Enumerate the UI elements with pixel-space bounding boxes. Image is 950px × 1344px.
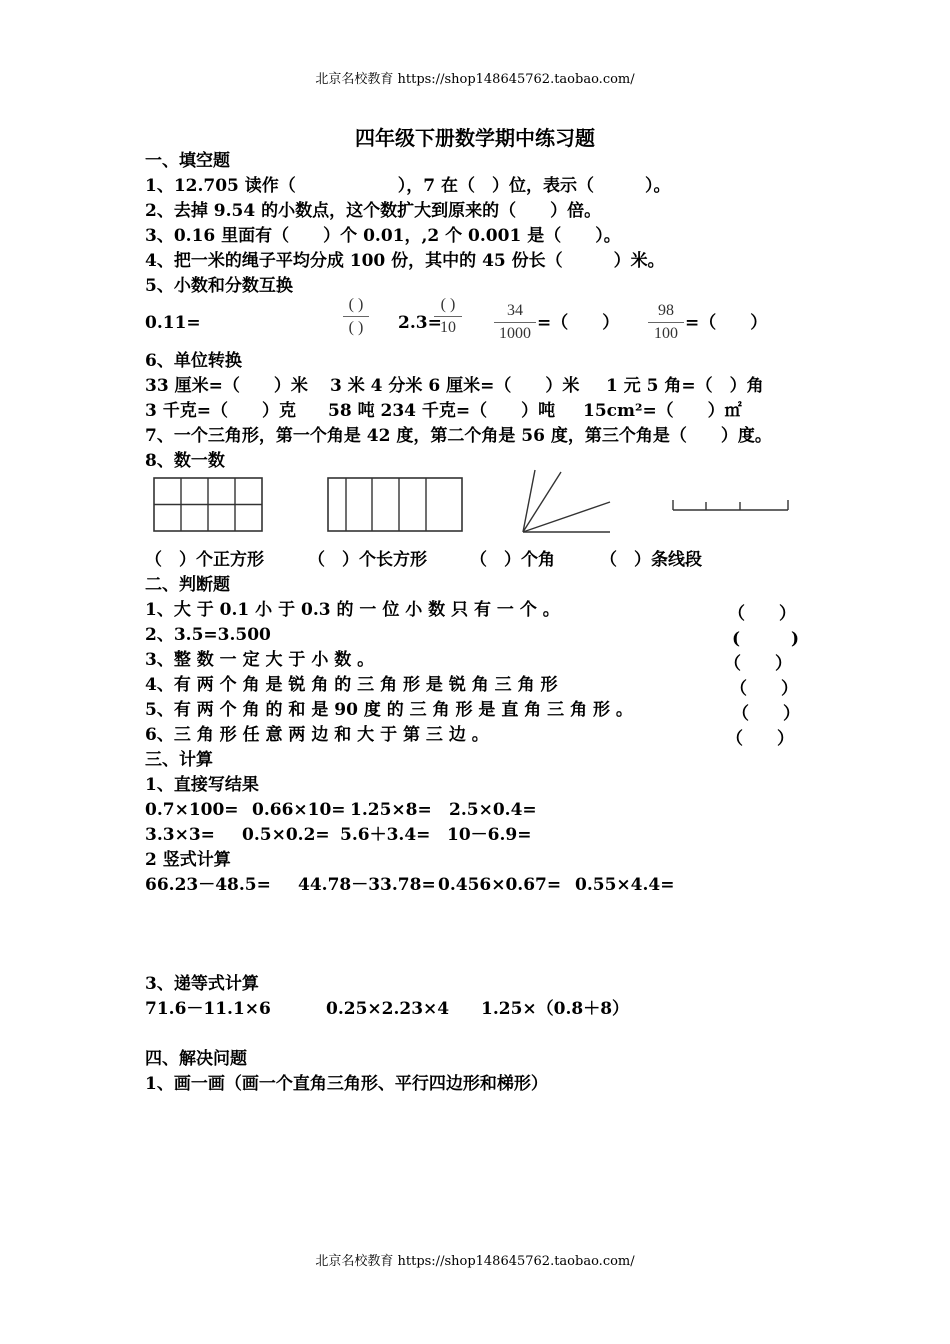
calc-expr: 5.6＋3.4= (340, 825, 431, 845)
section-3-heading: 三、计算 (145, 750, 213, 770)
fraction-numerator: 98 (658, 302, 674, 319)
step-calc-expr: 0.25×2.23×4 (326, 999, 450, 1019)
fraction-denominator: 10 (440, 319, 456, 336)
fraction-denominator: 1000 (499, 325, 531, 342)
vertical-calc-expr: 0.55×4.4= (575, 875, 675, 895)
fraction-numerator: ( ) (440, 296, 456, 313)
vertical-calc-expr: 44.78－33.78= (298, 875, 436, 895)
section-2-heading: 二、判断题 (145, 575, 230, 595)
line-segments-figure (670, 496, 792, 516)
fraction-numerator: ( ) (348, 296, 364, 313)
page-title: 四年级下册数学期中练习题 (355, 126, 595, 150)
q6-conv-1: 33 厘米=（ ）米 (145, 376, 308, 396)
calc-sub-3: 3、递等式计算 (145, 974, 259, 994)
question-1-8: 8、数一数 (145, 451, 225, 471)
fraction-bar (434, 316, 462, 317)
judge-answer-5: （ ） (732, 704, 800, 724)
judge-answer-3: （ ） (724, 654, 792, 674)
rectangles-figure (326, 476, 466, 534)
q5-expr-b: 2.3= (398, 313, 442, 333)
q6-conv-3: 1 元 5 角=（ ）角 (606, 376, 764, 396)
calc-sub-2: 2 竖式计算 (145, 850, 231, 870)
judge-item-3: 3、整 数 一 定 大 于 小 数 。 (145, 650, 375, 670)
judge-item-1: 1、大 于 0.1 小 于 0.3 的 一 位 小 数 只 有 一 个 。 (145, 600, 560, 620)
calc-expr: 0.7×100= (145, 800, 239, 820)
q5-expr-a: 0.11= (145, 313, 201, 333)
step-calc-expr: 71.6－11.1×6 (145, 999, 271, 1019)
judge-answer-4: （ ） (730, 679, 798, 699)
fraction-denominator: ( ) (348, 319, 364, 336)
q5-fraction-3 (494, 301, 536, 344)
judge-item-6: 6、三 角 形 任 意 两 边 和 大 于 第 三 边 。 (145, 725, 489, 745)
question-1-1: 1、12.705 读作（ ），7 在（ ）位，表示（ ）。 (145, 176, 671, 196)
section-1-heading: 一、填空题 (145, 151, 230, 171)
judge-item-2: 2、3.5=3.500 (145, 625, 271, 645)
calc-expr: 0.5×0.2= (242, 825, 330, 845)
q8-answer-segments: （ ）条线段 (600, 550, 702, 570)
fraction-numerator: 34 (507, 302, 523, 319)
grid-squares-figure (152, 476, 264, 534)
q6-conv-4: 3 千克=（ ）克 (145, 401, 296, 421)
q5-fraction-4 (648, 301, 684, 344)
vertical-calc-expr: 0.456×0.67= (438, 875, 562, 895)
judge-item-5: 5、有 两 个 角 的 和 是 90 度 的 三 角 形 是 直 角 三 角 形 。 (145, 700, 633, 720)
question-1-2: 2、去掉 9.54 的小数点，这个数扩大到原来的（ ）倍。 (145, 201, 602, 221)
judge-answer-6: （ ） (726, 729, 794, 749)
fraction-bar (343, 316, 369, 317)
q6-conv-2: 3 米 4 分米 6 厘米=（ ）米 (330, 376, 580, 396)
q8-answer-angles: （ ）个角 (470, 550, 555, 570)
judge-item-4: 4、有 两 个 角 是 锐 角 的 三 角 形 是 锐 角 三 角 形 (145, 675, 558, 695)
calc-expr: 3.3×3= (145, 825, 215, 845)
angles-figure (517, 466, 613, 536)
calc-expr: 10－6.9= (447, 825, 532, 845)
q5-fraction-2 (434, 295, 462, 338)
judge-answer-2: ( ) (732, 629, 800, 649)
question-1-6: 6、单位转换 (145, 351, 242, 371)
calc-expr: 2.5×0.4= (449, 800, 537, 820)
q6-conv-5: 58 吨 234 千克=（ ）吨 (328, 401, 556, 421)
calc-expr: 0.66×10= (252, 800, 346, 820)
question-1-3: 3、0.16 里面有（ ）个 0.01，,2 个 0.001 是（ ）。 (145, 226, 621, 246)
fraction-denominator: 100 (654, 325, 678, 342)
q6-conv-6: 15cm²=（ ）㎡ (583, 401, 742, 421)
question-1-4: 4、把一米的绳子平均分成 100 份，其中的 45 份长（ ）米。 (145, 251, 665, 271)
vertical-calc-expr: 66.23－48.5= (145, 875, 271, 895)
q5-expr-c: =（ ） (537, 313, 620, 333)
question-1-5: 5、小数和分数互换 (145, 276, 293, 296)
q8-answer-squares: （ ）个正方形 (145, 550, 264, 570)
section-4-heading: 四、解决问题 (145, 1049, 247, 1069)
fraction-bar (648, 322, 684, 323)
step-calc-expr: 1.25×（0.8＋8） (481, 999, 630, 1019)
calc-sub-1: 1、直接写结果 (145, 775, 259, 795)
problem-4-1: 1、画一画（画一个直角三角形、平行四边形和梯形） (145, 1074, 548, 1094)
page-footer: 北京名校教育 https://shop148645762.taobao.com/ (315, 1254, 635, 1269)
judge-answer-1: （ ） (728, 604, 796, 624)
q5-fraction-1 (343, 295, 369, 338)
question-1-7: 7、一个三角形，第一个角是 42 度，第二个角是 56 度，第三个角是（ ）度。 (145, 426, 772, 446)
q8-answer-rectangles: （ ）个长方形 (308, 550, 427, 570)
calc-expr: 1.25×8= (350, 800, 432, 820)
fraction-bar (494, 322, 536, 323)
q5-expr-d: =（ ） (685, 313, 768, 333)
page-header: 北京名校教育 https://shop148645762.taobao.com/ (315, 72, 635, 87)
